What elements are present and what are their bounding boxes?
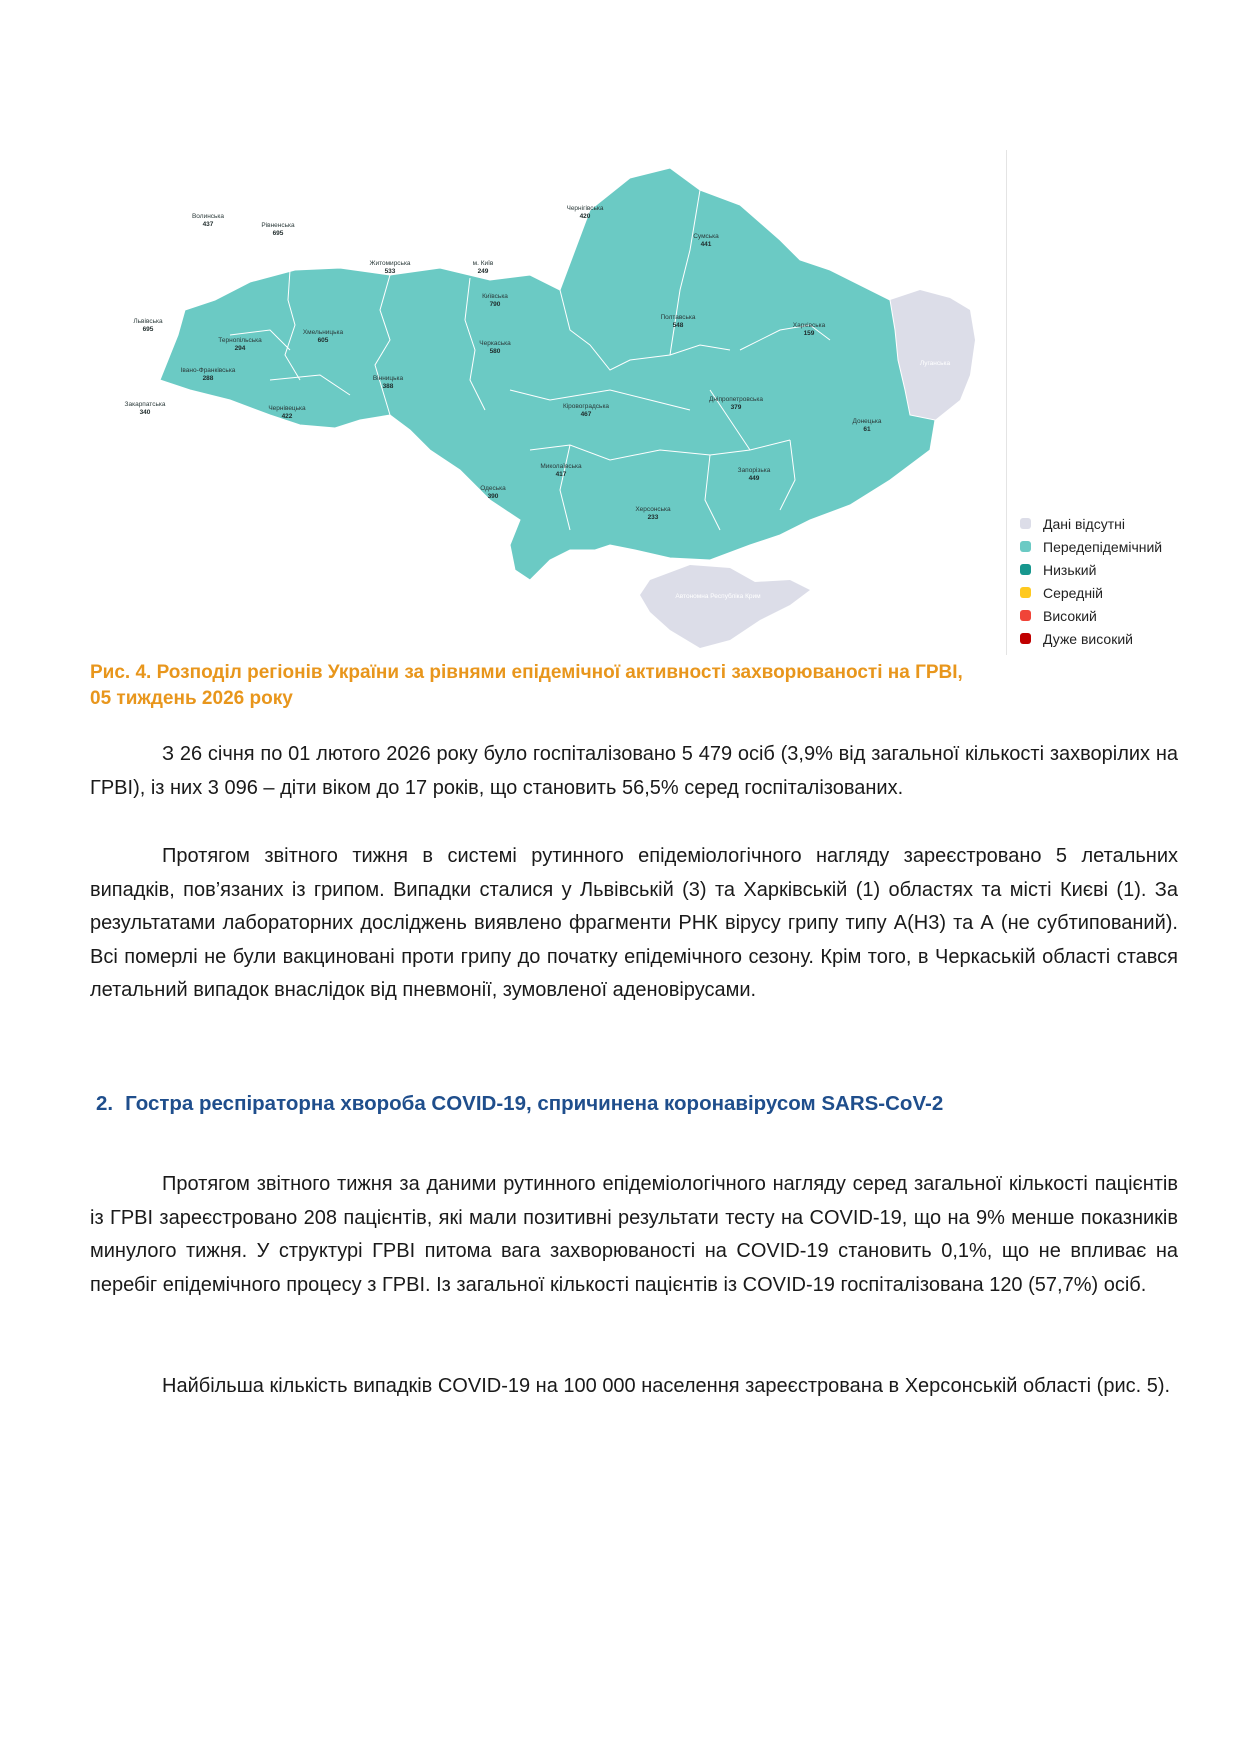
label-chernivetska: Чернівецька	[268, 405, 306, 412]
region-crimea	[640, 565, 810, 648]
label-kirovohradska: Кіровоградська	[562, 403, 610, 410]
paragraph-text: З 26 січня по 01 лютого 2026 року було госпіталізовано 5 479 осіб (3,9% від загальної кількості захворілих на ГРВІ), із них 3 096 – діти віком до 17 років, що становить 56,5% серед госпіталізованих.	[90, 743, 1178, 799]
value-kharkivska: 159	[803, 330, 815, 337]
ukraine-map	[90, 150, 1010, 660]
value-poltavska: 548	[672, 322, 684, 329]
paragraph-deaths	[90, 840, 1178, 1008]
legend-swatch	[1020, 541, 1031, 552]
value-ternopilska: 294	[234, 345, 246, 352]
section-number: 2.	[96, 1092, 114, 1115]
value-kyivska: 790	[489, 301, 501, 308]
map-divider	[1006, 150, 1007, 655]
value-odeska: 390	[487, 493, 499, 500]
label-sumska: Сумська	[693, 233, 719, 240]
label-rivnenska: Рівненська	[261, 222, 295, 229]
map-legend	[1020, 512, 1162, 650]
label-lvivska: Львівська	[133, 318, 163, 325]
caption-line-2: 05 тиждень 2026 року	[90, 688, 293, 709]
caption-line-1: Рис. 4. Розподіл регіонів України за рівнями епідемічної активності захворюваності на ГРВІ,	[90, 662, 963, 683]
label-odeska: Одеська	[480, 485, 506, 492]
legend-label: Низький	[1043, 561, 1097, 578]
value-rivnenska: 695	[272, 230, 284, 237]
paragraph-covid-stats	[90, 1168, 1178, 1302]
section-heading	[96, 1092, 943, 1116]
epidemic-map-figure	[90, 150, 1163, 660]
value-chernihivska: 420	[579, 213, 591, 220]
label-poltavska: Полтавська	[660, 314, 696, 321]
value-dnipropetrovska: 379	[730, 404, 742, 411]
label-ternopilska: Тернопільська	[218, 337, 262, 344]
section-title: Гостра респіраторна хвороба COVID-19, спричинена коронавірусом SARS-CoV-2	[125, 1092, 944, 1115]
legend-label: Передепідемічний	[1043, 538, 1163, 555]
legend-swatch	[1020, 564, 1031, 575]
value-chernivetska: 422	[281, 413, 293, 420]
label-kyiv-city: м. Київ	[472, 260, 494, 267]
value-vinnytska: 388	[382, 383, 394, 390]
value-donetska: 61	[863, 426, 871, 433]
label-chernihivska: Чернігівська	[566, 205, 604, 212]
value-zakarpatska: 340	[139, 409, 151, 416]
legend-label: Середній	[1043, 584, 1103, 601]
value-kyiv-city: 249	[477, 268, 489, 275]
label-luhanska: Луганська	[919, 360, 951, 367]
legend-item-very-high	[1020, 627, 1162, 650]
legend-label: Дуже високий	[1043, 630, 1133, 647]
label-zakarpatska: Закарпатська	[124, 401, 166, 408]
legend-item-low	[1020, 558, 1162, 581]
legend-label: Високий	[1043, 607, 1097, 624]
label-crimea: Автономна Республіка Крим	[675, 593, 761, 600]
value-cherkaska: 580	[489, 348, 501, 355]
value-kirovohradska: 467	[580, 411, 592, 418]
legend-swatch	[1020, 518, 1031, 529]
legend-swatch	[1020, 633, 1031, 644]
legend-swatch	[1020, 587, 1031, 598]
value-sumska: 441	[700, 241, 712, 248]
paragraph-hospitalization	[90, 738, 1178, 805]
value-volynska: 437	[202, 221, 214, 228]
legend-label: Дані відсутні	[1043, 515, 1125, 532]
paragraph-text: Найбільша кількість випадків COVID-19 на 100 000 населення зареєстрована в Херсонській області (рис. 5).	[162, 1375, 1171, 1397]
paragraph-covid-region	[90, 1370, 1178, 1404]
legend-item-medium	[1020, 581, 1162, 604]
value-ivano-frankivska: 288	[202, 375, 214, 382]
label-dnipropetrovska: Дніпропетровська	[709, 396, 763, 403]
label-vinnytska: Вінницька	[372, 375, 404, 382]
label-kyivska: Київська	[482, 293, 508, 300]
label-khersonska: Херсонська	[635, 506, 671, 513]
figure-caption	[90, 660, 1170, 712]
value-zaporizka: 449	[748, 475, 760, 482]
legend-swatch	[1020, 610, 1031, 621]
legend-item-no-data	[1020, 512, 1162, 535]
label-zhytomyrska: Житомирська	[369, 260, 411, 267]
legend-item-high	[1020, 604, 1162, 627]
value-mykolaivska: 417	[555, 471, 567, 478]
paragraph-text: Протягом звітного тижня в системі рутинного епідеміологічного нагляду зареєстровано 5 летальних випадків, пов’язаних із грипом. Випадки сталися у Львівській (3) та Харківській (1) областях та місті Києві (1). За результатами лабораторних досліджень виявлено фрагменти РНК вірусу грипу типу А(Н3) та А (не субтипований). Всі померлі не були вакциновані проти грипу до початку епідемічного сезону. Крім того, в Черкаській області стався летальний випадок внаслідок від пневмонії, зумовленої аденовірусами.	[90, 845, 1178, 1001]
label-cherkaska: Черкаська	[479, 340, 511, 347]
label-kharkivska: Харківська	[792, 322, 826, 329]
legend-item-pre-epidemic	[1020, 535, 1162, 558]
label-donetska: Донецька	[852, 418, 882, 425]
paragraph-text: Протягом звітного тижня за даними рутинного епідеміологічного нагляду серед загальної кількості пацієнтів із ГРВІ зареєстровано 208 пацієнтів, які мали позитивні результати тесту на COVID-19, що на 9% менше показників минулого тижня. У структурі ГРВІ питома вага захворюваності на COVID-19 становить 0,1%, що не впливає на перебіг епідемічного процесу з ГРВІ. Із загальної кількості пацієнтів із COVID-19 госпіталізована 120 (57,7%) осіб.	[90, 1173, 1178, 1296]
label-volynska: Волинська	[191, 213, 225, 220]
label-khmelnytska: Хмельницька	[302, 329, 344, 336]
label-mykolaivska: Миколаївська	[540, 463, 582, 470]
value-khersonska: 233	[647, 514, 659, 521]
label-ivano-frankivska: Івано-Франківська	[180, 367, 236, 374]
value-khmelnytska: 605	[317, 337, 329, 344]
value-lvivska: 695	[142, 326, 154, 333]
label-zaporizka: Запорізька	[737, 467, 771, 474]
value-zhytomyrska: 533	[384, 268, 396, 275]
